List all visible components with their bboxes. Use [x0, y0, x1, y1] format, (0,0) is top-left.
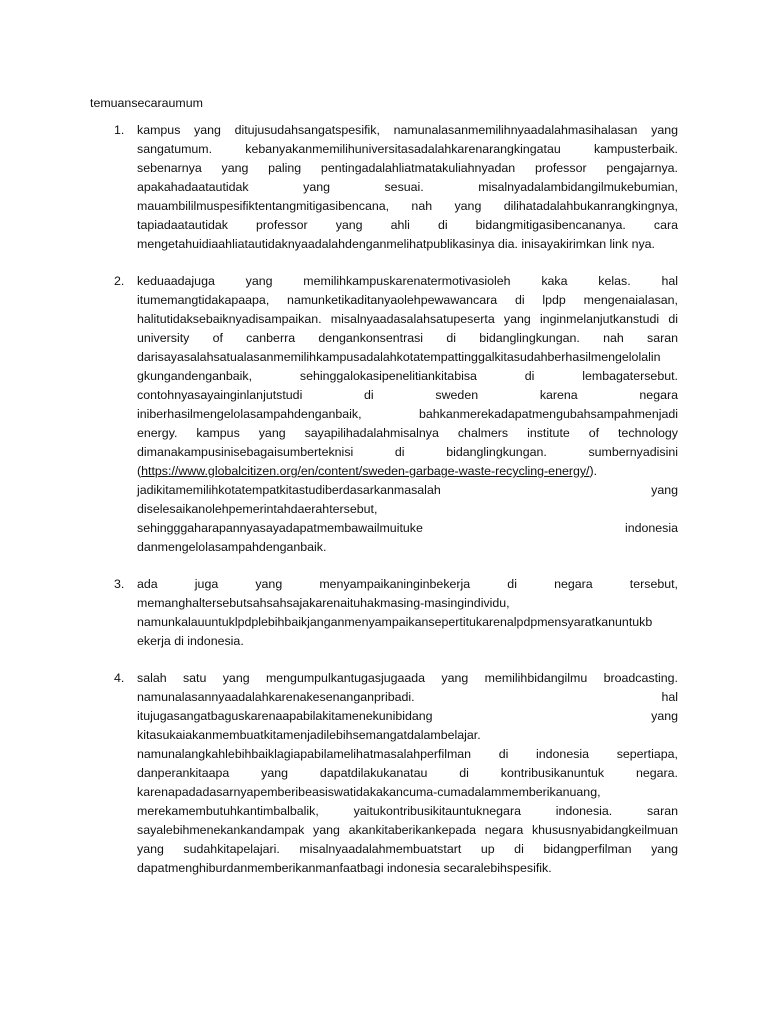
text-line: danperankitaapa yang dapatdilakukanatau di kontribusikanuntuk negara. [137, 766, 678, 780]
text-line: kampus yang ditujusudahsangatspesifik, namunalasanmemilihnyaadalahmasihalasan yang [137, 123, 678, 137]
text-line: apakahadaatautidak yang sesuai. misalnyadalambidangilmukebumian, [137, 180, 678, 194]
list-item-text [137, 669, 678, 878]
text-line: memanghaltersebutsahsahsajakarenaituhakmasing-masingindividu, [137, 596, 510, 610]
text-line: contohnyasayainginlanjutstudi di sweden karena negara [137, 388, 678, 402]
text-line: salah satu yang mengumpulkantugasjugaada yang memilihbidangilmu broadcasting. [137, 671, 678, 685]
text-line: sayalebihmenekankandampak yang akankitaberikankepada negara khususnyabidangkeilmuan [137, 823, 678, 837]
text-line: jadikitamemilihkotatempatkitastudiberdasarkanmasalah yang [137, 483, 678, 497]
list-item [90, 575, 678, 651]
text-line: dapatmenghiburdanmemberikanmanfaatbagi indonesia secaralebihspesifik. [137, 861, 552, 875]
text-line: iniberhasilmengelolasampahdenganbaik, bahkanmerekadapatmengubahsampahmenjadi [137, 407, 678, 421]
section-heading: temuansecaraumum [90, 96, 203, 110]
text-line: halitutidaksebaiknyadisampaikan. misalnyaadasalahsatupeserta yang inginmelanjutkanstudi di [137, 312, 678, 326]
text-line: namunalangkahlebihbaiklagiapabilamelihatmasalahperfilman di indonesia sepertiapa, [137, 747, 678, 761]
text-line: itujugasangatbaguskarenaapabilakitamenekunibidang yang [137, 709, 678, 723]
text-line: sebenarnya yang paling pentingadalahliatmatakuliahnyadan professor pengajarnya. [137, 161, 678, 175]
list-number: 2. [114, 274, 125, 288]
text-line: itumemangtidakapaapa, namunketikaditanyaolehpewawancara di lpdp mengenaialasan, [137, 293, 678, 307]
list-item-text [137, 121, 678, 254]
text-line: namunalasannyaadalahkarenakesenanganpribadi. hal [137, 690, 678, 704]
text-line: ekerja di indonesia. [137, 634, 244, 648]
text-line: danmengelolasampahdenganbaik. [137, 540, 327, 554]
text-line: university of canberra dengankonsentrasi di bidanglingkungan. nah saran [137, 331, 678, 345]
numbered-list [90, 121, 678, 896]
list-item [90, 121, 678, 254]
list-item-text [137, 272, 678, 557]
text-line: kitasukaiakanmembuatkitamenjadilebihsemangatdalambelajar. [137, 728, 481, 742]
text-line: diselesaikanolehpemerintahdaerahtersebut, [137, 502, 378, 516]
link-close-paren: ). [589, 464, 598, 478]
text-line: keduaadajuga yang memilihkampuskarenatermotivasioleh kaka kelas. hal [137, 274, 678, 288]
link-open-paren: ( [137, 464, 142, 478]
list-number: 1. [114, 123, 125, 137]
list-number: 4. [114, 671, 125, 685]
list-item [90, 272, 678, 557]
text-line: dimanakampusinisebagaisumberteknisi di bidanglingkungan. sumbernyadisini [137, 445, 678, 459]
text-line: sehingggaharapannyasayadapatmembawailmuituke indonesia [137, 521, 678, 535]
list-number: 3. [114, 577, 125, 591]
text-line: sangatumum. kebanyakanmemilihuniversitasadalahkarenarangkingatau kampusterbaik. [137, 142, 678, 156]
text-line: energy. kampus yang sayapilihadalahmisalnya chalmers institute of technology [137, 426, 678, 440]
text-line: mauambililmuspesifiktentangmitigasibencana, nah yang dilihatadalahbukanrangkingnya, [137, 199, 678, 213]
text-line: tapiadaatautidak professor yang ahli di bidangmitigasibencananya. cara [137, 218, 678, 232]
source-link[interactable]: https://www.globalcitizen.org/en/content/sweden-garbage-waste-recycling-energy/ [141, 464, 590, 478]
link-line [137, 462, 678, 481]
text-line: yang sudahkitapelajari. misalnyaadalahmembuatstart up di bidangperfilman yang [137, 842, 678, 856]
text-line: namunkalauuntuklpdplebihbaikjanganmenyampaikansepertitukarenalpdpmensyaratkanuntukb [137, 615, 653, 629]
text-line: darisayasalahsatualasanmemilihkampusadalahkotatempattinggalkitasudahberhasilmengelolalin [137, 350, 661, 364]
text-line: karenapadadasarnyapemberibeasiswatidakakancuma-cumadalammemberikanuang, [137, 785, 601, 799]
text-line: merekamembutuhkantimbalbalik, yaitukontribusikitauntuknegara indonesia. saran [137, 804, 678, 818]
list-item-text [137, 575, 678, 651]
text-line: ada juga yang menyampaikaninginbekerja di negara tersebut, [137, 577, 678, 591]
text-line: gkungandenganbaik, sehinggalokasipenelitiankitabisa di lembagatersebut. [137, 369, 678, 383]
text-line: mengetahuidiaahliatautidaknyaadalahdenganmelihatpublikasinya dia. inisayakirimkan link nya. [137, 237, 655, 251]
list-item [90, 669, 678, 878]
